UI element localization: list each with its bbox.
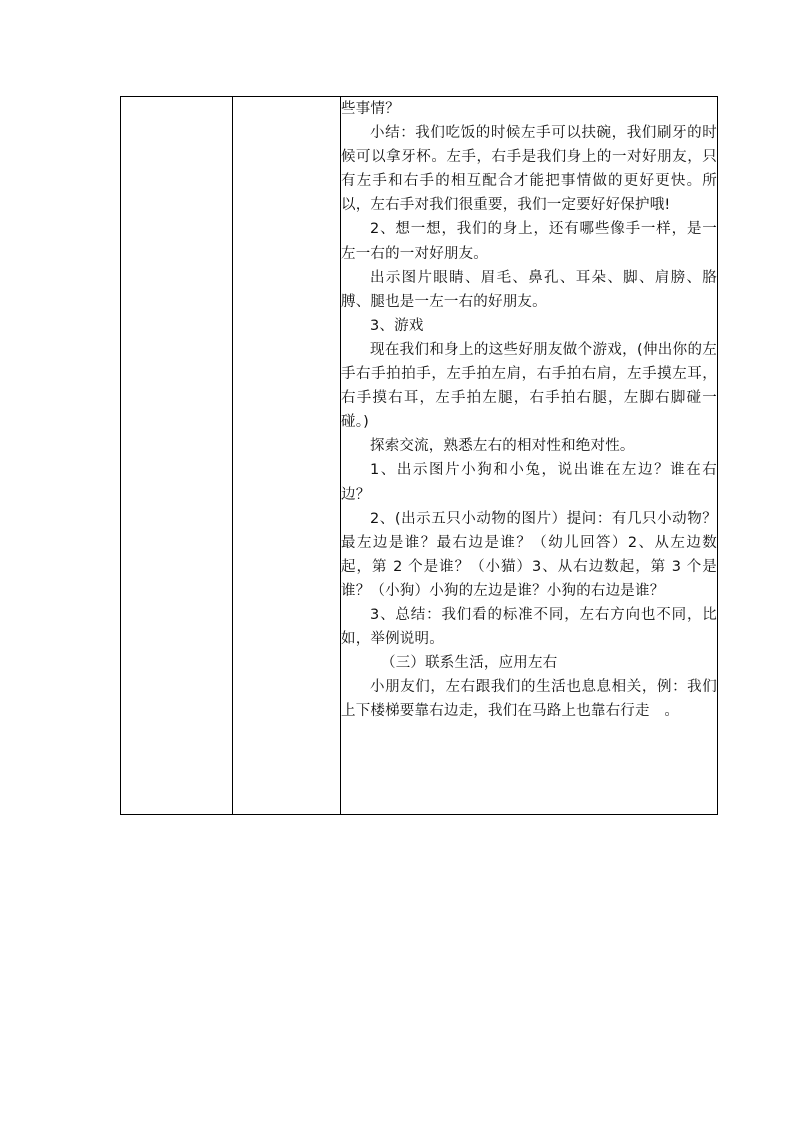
paragraph-section-heading: （三）联系生活，应用左右	[381, 655, 558, 672]
lesson-plan-table	[120, 96, 718, 815]
paragraph-think: 2、想一想，我们的身上，还有哪些像手一样，是一左一右的一对好朋友。	[341, 221, 717, 262]
table-row	[121, 97, 718, 815]
table-cell-second-column	[233, 97, 341, 815]
paragraph-conclusion: 3、总结：我们看的标准不同，左右方向也不同，比如，举例说明。	[341, 606, 717, 648]
paragraph-summary: 小结：我们吃饭的时候左手可以扶碗，我们刷牙的时候可以拿牙杯。左手，右手是我们身上的一对好朋友，只有左手和右手的相互配合才能把事情做的更好更快。所以，左右手对我们很重要，我们一定要好好保护哦!	[341, 125, 717, 214]
table-cell-activity-content	[341, 97, 718, 815]
paragraph-question-1: 1、出示图片小狗和小兔，说出谁在左边？谁在右边？	[341, 462, 717, 503]
paragraph-game: 现在我们和身上的这些好朋友做个游戏，(伸出你的左手右手拍拍手，左手拍左肩，右手拍右肩，左手摸左耳，右手摸右耳，左手拍左腿，右手拍右腿，左脚右脚碰一碰。)	[341, 341, 717, 431]
paragraph-show-pictures: 出示图片眼睛、眉毛、鼻孔、耳朵、脚、肩膀、胳膊、腿也是一左一右的好朋友。	[341, 269, 717, 310]
paragraph-question-2: 2、(出示五只小动物的图片）提问：有几只小动物？最左边是谁？最右边是谁？（幼儿回答）2、从左边数起，第 2 个是谁？（小猫）3、从右边数起，第 3 个是谁？（小狗）小狗的左边是谁？小狗的右边是谁？	[341, 510, 717, 599]
paragraph-explore: 探索交流，熟悉左右的相对性和绝对性。	[370, 438, 635, 455]
table-cell-first-column	[121, 97, 233, 815]
paragraph-daily-life: 小朋友们，左右跟我们的生活也息息相关，例：我们上下楼梯要靠右边走，我们在马路上也靠右行走 。	[341, 679, 717, 720]
paragraph-game-heading: 3、游戏	[370, 317, 424, 334]
paragraph: 些事情？	[341, 101, 400, 117]
